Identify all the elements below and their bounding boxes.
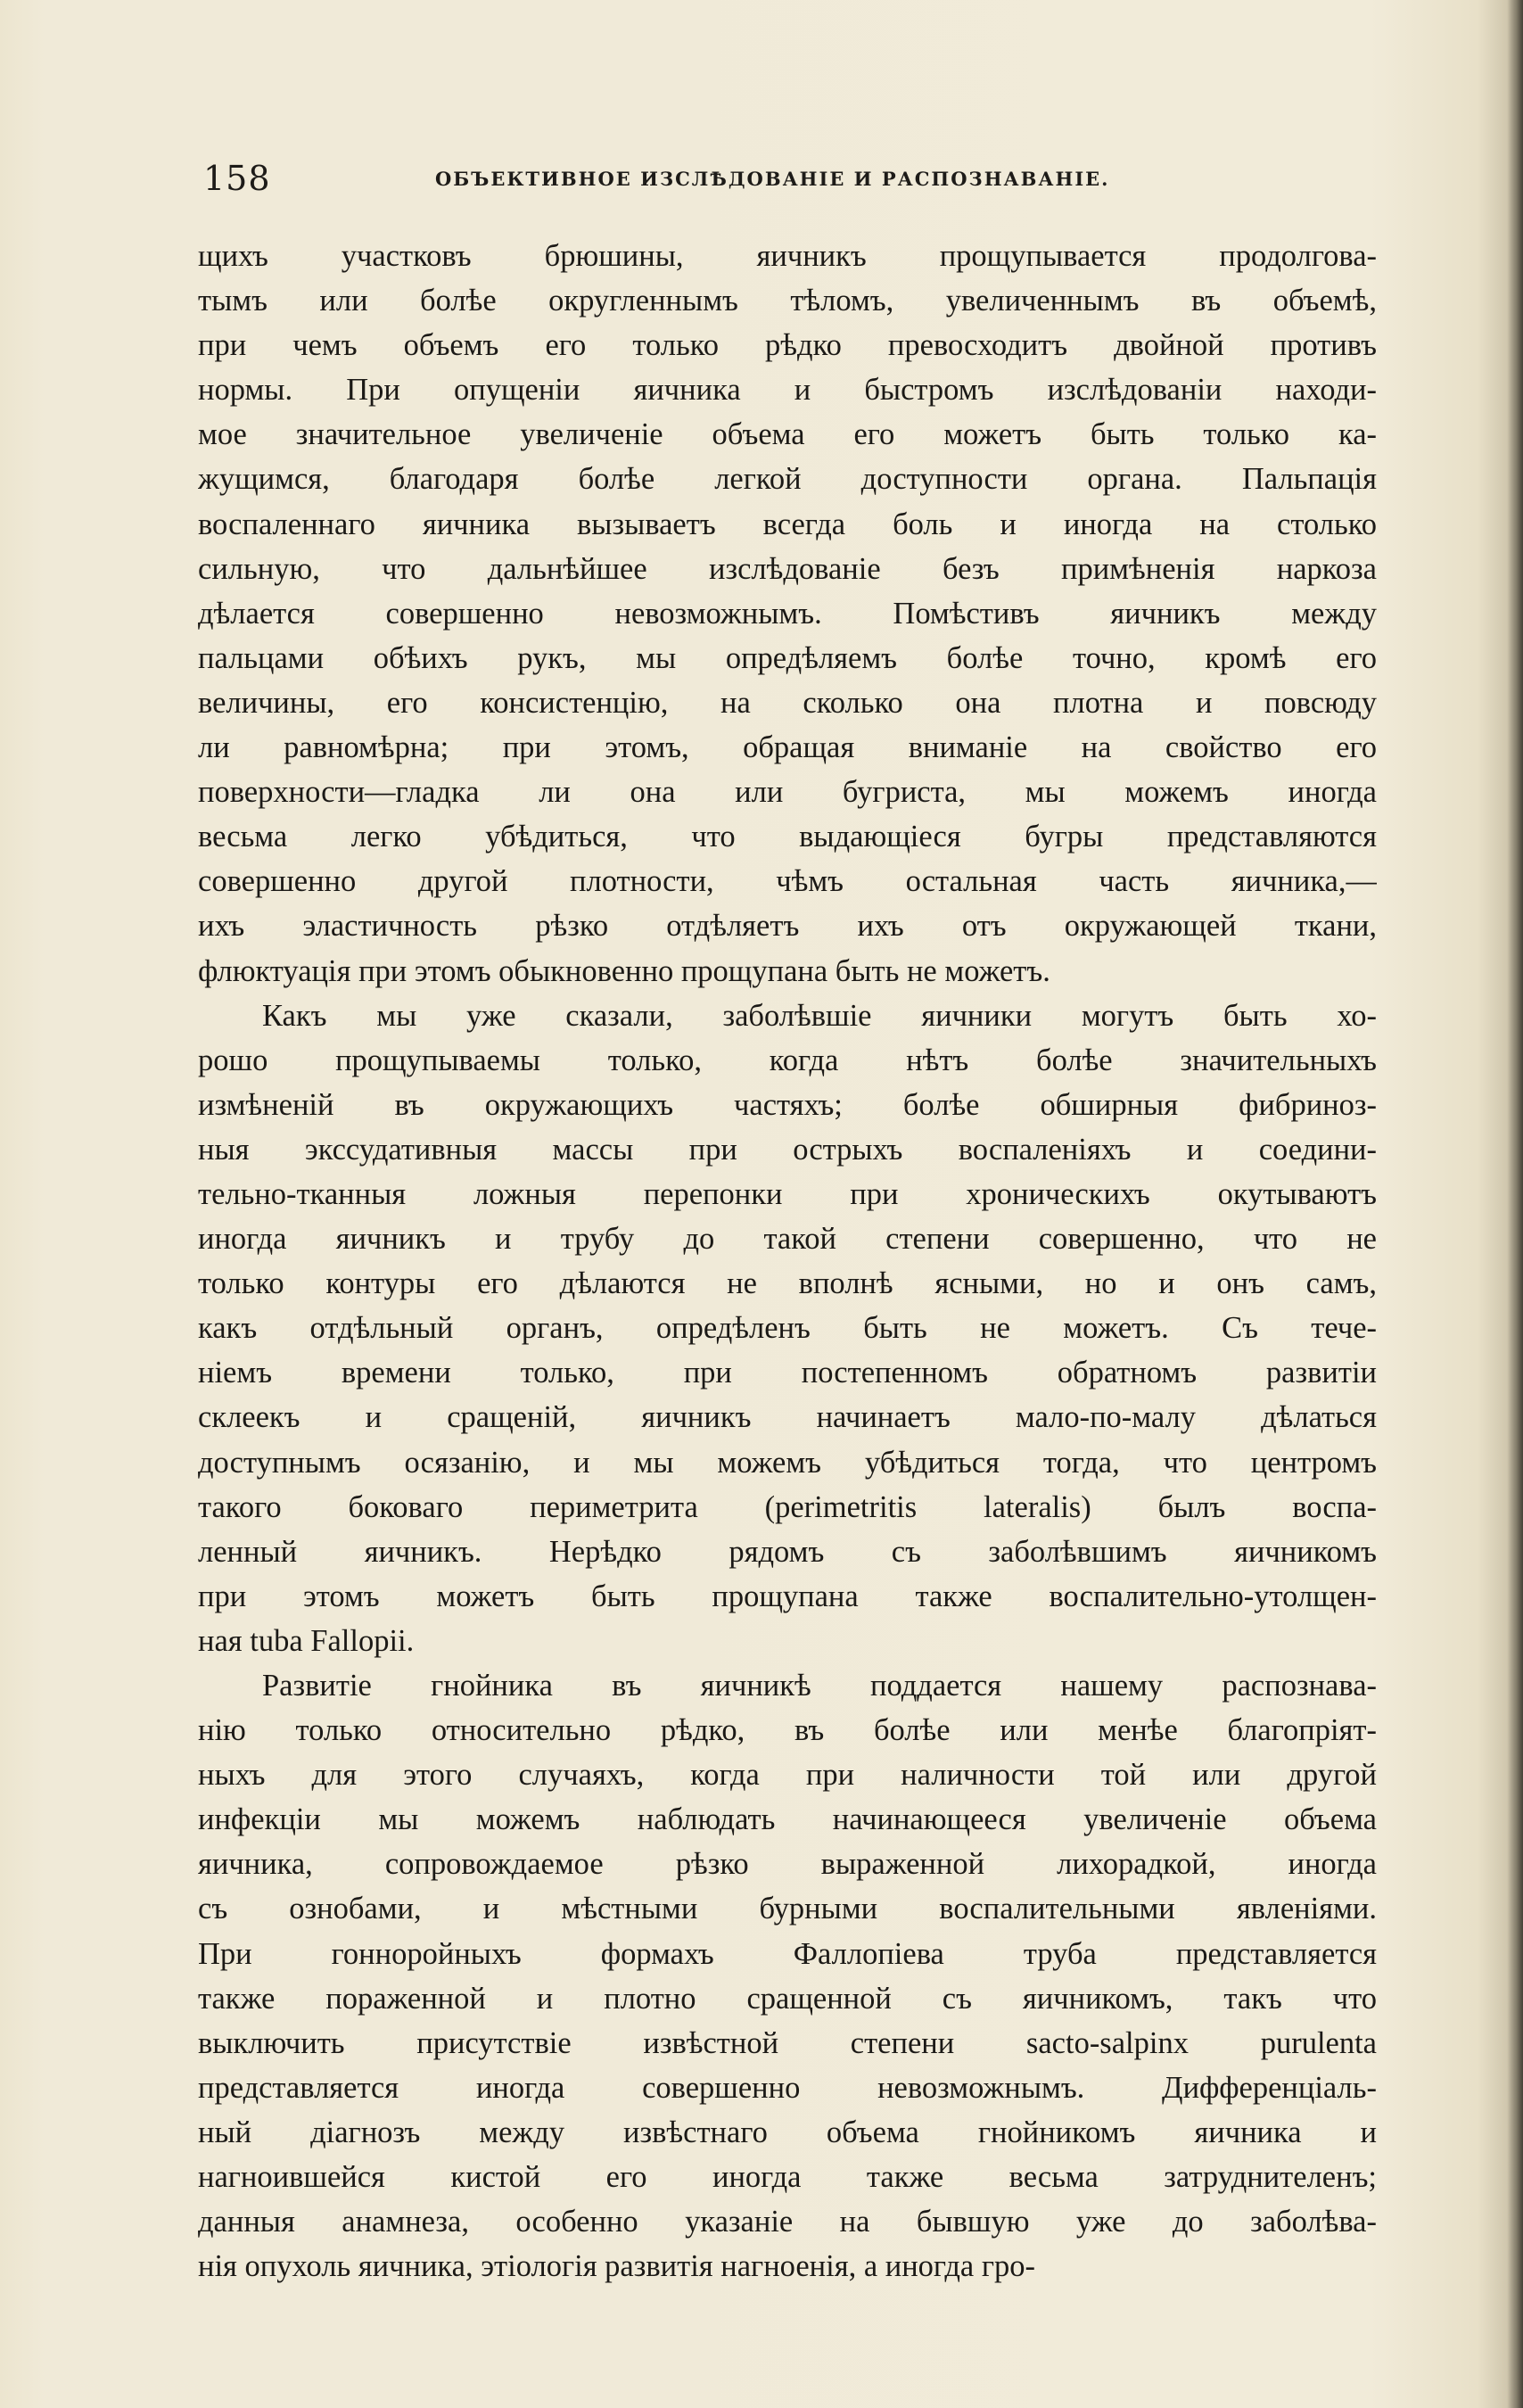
text-line: тымъ или болѣе округленнымъ тѣломъ, увеличеннымъ въ объемѣ,: [198, 284, 1377, 318]
page-header: [203, 152, 1354, 205]
text-line: При гонноройныхъ формахъ Фаллопіева труба представляется: [198, 1936, 1377, 1971]
text-line: при чемъ объемъ его только рѣдко превосходитъ двойной противъ: [198, 328, 1377, 363]
text-line: выключить присутствіе извѣстной степени sacto-salpinx purulenta: [198, 2025, 1377, 2060]
page-edge-shadow: [1507, 0, 1523, 2408]
text-line: ная tuba Fallopii.: [198, 1623, 415, 1658]
page-number: 158: [203, 159, 271, 198]
text-line: ли равномѣрна; при этомъ, обращая вниманіе на свойство его: [198, 730, 1377, 765]
text-line: ныхъ для этого случаяхъ, когда при наличности той или другой: [198, 1758, 1377, 1793]
text-line: доступнымъ осязанію, и мы можемъ убѣдиться тогда, что центромъ: [198, 1445, 1377, 1480]
text-line: представляется иногда совершенно невозможнымъ. Дифференціаль-: [198, 2070, 1377, 2105]
text-line: воспаленнаго яичника вызываетъ всегда боль и иногда на столько: [198, 507, 1377, 541]
text-line: ихъ эластичность рѣзко отдѣляетъ ихъ отъ окружающей ткани,: [198, 909, 1377, 944]
text-line: иногда яичникъ и трубу до такой степени совершенно, что не: [198, 1222, 1377, 1257]
text-line: ленный яичникъ. Нерѣдко рядомъ съ заболѣвшимъ яичникомъ: [198, 1534, 1377, 1569]
text-line: флюктуація при этомъ обыкновенно прощупана быть не можетъ.: [198, 953, 1050, 988]
text-line: Развитіе гнойника въ яичникѣ поддается нашему распознава-: [262, 1669, 1377, 1703]
text-line: также пораженной и плотно сращенной съ яичникомъ, такъ что: [198, 1981, 1377, 2016]
text-line: нію только относительно рѣдко, въ болѣе или менѣе благопріят-: [198, 1713, 1377, 1748]
text-line: весьма легко убѣдиться, что выдающіеся бугры представляются: [198, 820, 1377, 854]
text-line: склеекъ и сращеній, яичникъ начинаетъ мало-по-малу дѣлаться: [198, 1400, 1377, 1435]
text-line: щихъ участковъ брюшины, яичникъ прощупывается продолгова-: [198, 239, 1377, 273]
text-line: ный діагнозъ между извѣстнаго объема гнойникомъ яичника и: [198, 2115, 1377, 2149]
paragraph: [198, 234, 1377, 994]
text-line: Какъ мы уже сказали, заболѣвшіе яичники могутъ быть хо-: [262, 998, 1377, 1033]
text-line: ныя экссудативныя массы при острыхъ воспаленіяхъ и соедини-: [198, 1132, 1377, 1167]
text-line: какъ отдѣльный органъ, опредѣленъ быть не можетъ. Съ тече-: [198, 1311, 1377, 1346]
paragraph: [198, 1663, 1377, 2288]
text-line: при этомъ можетъ быть прощупана также воспалительно-утолщен-: [198, 1579, 1377, 1613]
text-line: яичника, сопровождаемое рѣзко выраженной лихорадкой, иногда: [198, 1847, 1377, 1882]
text-line: тельно-тканныя ложныя перепонки при хроническихъ окутываютъ: [198, 1176, 1377, 1211]
text-line: сильную, что дальнѣйшее изслѣдованіе безъ примѣненія наркоза: [198, 551, 1377, 586]
text-line: рошо прощупываемы только, когда нѣтъ болѣе значительныхъ: [198, 1043, 1377, 1077]
text-line: нормы. При опущеніи яичника и быстромъ изслѣдованіи находи-: [198, 373, 1377, 408]
text-line: только контуры его дѣлаются не вполнѣ ясными, но и онъ самъ,: [198, 1266, 1377, 1301]
text-line: данныя анамнеза, особенно указаніе на бывшую уже до заболѣва-: [198, 2205, 1377, 2239]
text-line: такого боковаго периметрита (perimetritis lateralis) былъ воспа-: [198, 1489, 1377, 1524]
running-head: ОБЪЕКТИВНОЕ ИЗСЛѢДОВАНІЕ И РАСПОЗНАВАНІЕ.: [435, 168, 1110, 190]
text-line: измѣненій въ окружающихъ частяхъ; болѣе обширныя фибриноз-: [198, 1087, 1377, 1122]
text-line: величины, его консистенцію, на сколько она плотна и повсюду: [198, 685, 1377, 720]
text-line: съ ознобами, и мѣстными бурными воспалительными явленіями.: [198, 1892, 1377, 1926]
text-line: дѣлается совершенно невозможнымъ. Помѣстивъ яичникъ между: [198, 596, 1377, 631]
text-line: жущимся, благодаря болѣе легкой доступности органа. Пальпація: [198, 462, 1377, 497]
text-line: мое значительное увеличеніе объема его можетъ быть только ка-: [198, 417, 1377, 452]
text-line: нія опухоль яичника, этіологія развитія нагноенія, а иногда гро-: [198, 2249, 1035, 2284]
paragraph: [198, 994, 1377, 1663]
text-line: пальцами обѣихъ рукъ, мы опредѣляемъ болѣе точно, кромѣ его: [198, 640, 1377, 675]
text-line: инфекціи мы можемъ наблюдать начинающееся увеличеніе объема: [198, 1802, 1377, 1837]
text-line: ніемъ времени только, при постепенномъ обратномъ развитіи: [198, 1356, 1377, 1390]
body-text: [198, 234, 1377, 2288]
text-line: поверхности—гладка ли она или бугриста, мы можемъ иногда: [198, 775, 1377, 810]
text-line: нагноившейся кистой его иногда также весьма затруднителенъ;: [198, 2160, 1377, 2195]
text-line: совершенно другой плотности, чѣмъ остальная часть яичника,—: [198, 864, 1377, 899]
